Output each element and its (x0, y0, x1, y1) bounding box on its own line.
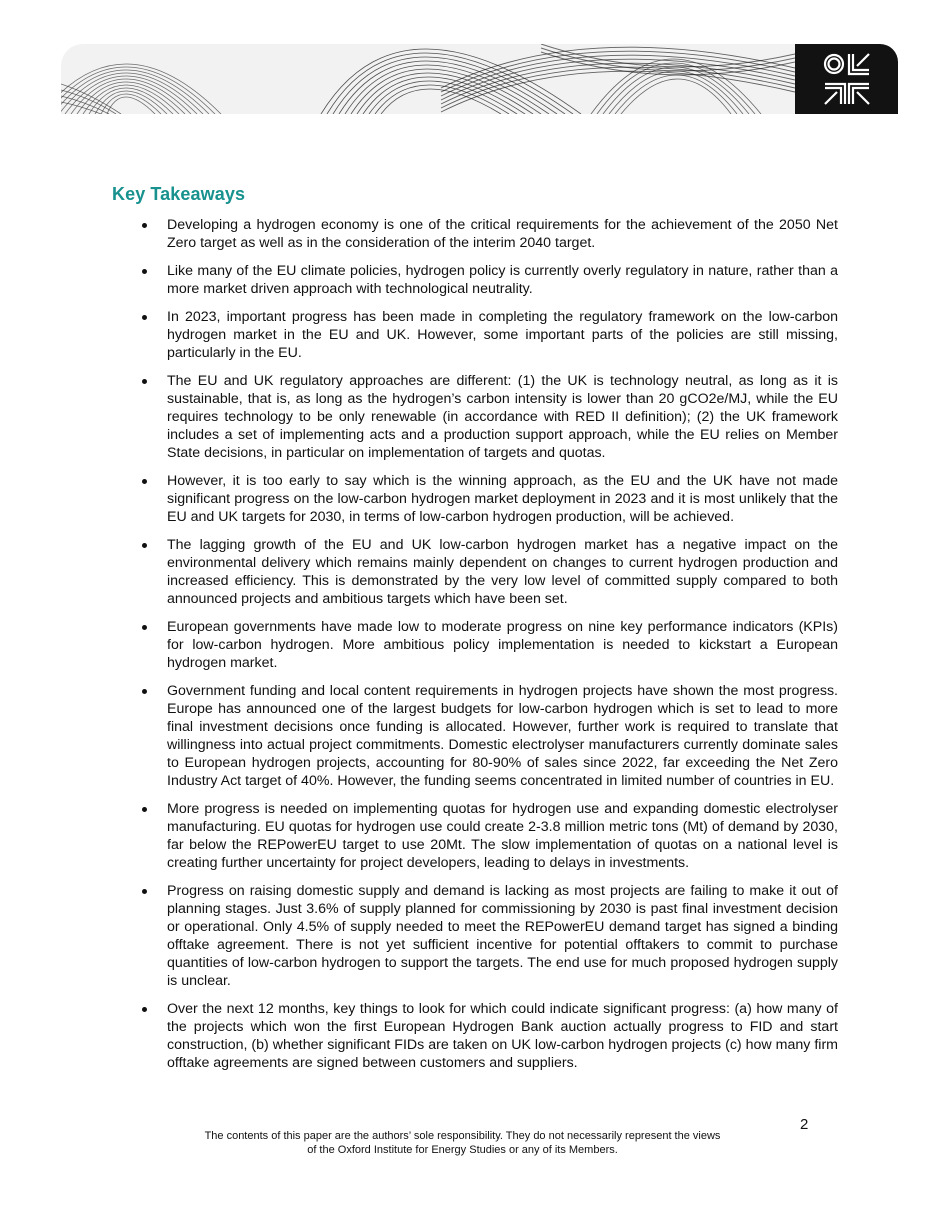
takeaway-text: In 2023, important progress has been made in completing the regulatory framework on the low-carbon hydrogen market in the EU and UK. However, some important parts of the policies are still missing, particularly in the EU. (167, 309, 838, 361)
takeaways-list (140, 216, 838, 1082)
disclaimer-line-1: The contents of this paper are the authors’ sole responsibility. They do not necessarily represent the views (204, 1130, 721, 1142)
bullet-icon (142, 1007, 147, 1012)
takeaway-text: European governments have made low to moderate progress on nine key performance indicators (KPIs) for low-carbon hydrogen. More ambitious policy implementation is needed to kickstart a European hydrogen market. (167, 619, 838, 671)
takeaway-text: Like many of the EU climate policies, hydrogen policy is currently overly regulatory in nature, rather than a more market driven approach with technological neutrality. (167, 263, 838, 297)
takeaway-item (140, 472, 838, 526)
takeaway-item (140, 308, 838, 362)
bullet-icon (142, 315, 147, 320)
takeaway-text: More progress is needed on implementing quotas for hydrogen use and expanding domestic electrolyser manufacturing. EU quotas for hydrogen use could create 2-3.8 million metric tons (Mt) of demand by 2030, far below the REPowerEU target to use 20Mt. The slow implementation of quotas on a national level is creating further uncertainty for project developers, leading to delays in investments. (167, 801, 838, 871)
takeaway-text: The lagging growth of the EU and UK low-carbon hydrogen market has a negative impact on the environmental delivery which remains mainly dependent on changes to current hydrogen production and increased efficiency. This is demonstrated by the very low level of committed supply compared to both announced projects and ambitious targets which have been set. (167, 537, 838, 607)
disclaimer-line-2: of the Oxford Institute for Energy Studies or any of its Members. (307, 1144, 618, 1156)
takeaway-text: The EU and UK regulatory approaches are different: (1) the UK is technology neutral, as long as it is sustainable, that is, as long as the hydrogen’s carbon intensity is lower than 20 gCO2e/MJ, while the EU requires technology to be only renewable (in accordance with RED II definition); (2) the UK framework includes a set of implementing acts and a production support approach, while the EU relies on Member State decisions, in particular on implementation of targets and quotas. (167, 373, 838, 461)
takeaway-item (140, 682, 838, 790)
oies-logo-icon (821, 51, 873, 107)
key-takeaways-heading: Key Takeaways (112, 184, 246, 204)
bullet-icon (142, 479, 147, 484)
takeaway-item (140, 262, 838, 298)
takeaway-item (140, 800, 838, 872)
oxford-institute-logo (795, 44, 898, 114)
header-banner (61, 44, 795, 114)
bullet-icon (142, 223, 147, 228)
takeaway-text: Over the next 12 months, key things to look for which could indicate significant progress: (a) how many of the projects which won the first European Hydrogen Bank auction actually progress to FID and start construction, (b) whether significant FIDs are taken on UK low-carbon hydrogen projects (c) how many firm offtake agreements are signed between customers and suppliers. (167, 1001, 838, 1071)
bullet-icon (142, 625, 147, 630)
wave-pattern-graphic (61, 44, 795, 114)
bullet-icon (142, 379, 147, 384)
bullet-icon (142, 269, 147, 274)
takeaway-item (140, 536, 838, 608)
takeaway-item (140, 216, 838, 252)
takeaway-item (140, 882, 838, 990)
takeaway-text: Government funding and local content requirements in hydrogen projects have shown the most progress. Europe has announced one of the largest budgets for low-carbon hydrogen which is set to lead to more final investment decisions once funding is allocated. However, further work is required to translate that willingness into actual project commitments. Domestic electrolyser manufacturers currently dominate sales to European hydrogen projects, accounting for 80-90% of sales since 2022, far exceeding the Net Zero Industry Act target of 40%. However, the funding seems concentrated in limited number of countries in EU. (167, 683, 838, 789)
bullet-icon (142, 689, 147, 694)
footer-disclaimer (130, 1129, 795, 1157)
takeaway-item (140, 1000, 838, 1072)
takeaway-text: However, it is too early to say which is the winning approach, as the EU and the UK have not made significant progress on the low-carbon hydrogen market deployment in 2023 and it is most unlikely that the EU and UK targets for 2030, in terms of low-carbon hydrogen production, will be achieved. (167, 473, 838, 525)
bullet-icon (142, 889, 147, 894)
takeaway-item (140, 618, 838, 672)
takeaway-text: Progress on raising domestic supply and demand is lacking as most projects are failing to make it out of planning stages. Just 3.6% of supply planned for commissioning by 2030 is past final investment decision or operational. Only 4.5% of supply needed to meet the REPowerEU demand target has signed a binding offtake agreement. There is not yet sufficient incentive for potential offtakers to commit to purchase quantities of low-carbon hydrogen to support the targets. The end use for much proposed hydrogen supply is unclear. (167, 883, 838, 989)
takeaway-item (140, 372, 838, 462)
bullet-icon (142, 807, 147, 812)
takeaway-text: Developing a hydrogen economy is one of the critical requirements for the achievement of the 2050 Net Zero target as well as in the consideration of the interim 2040 target. (167, 217, 838, 251)
bullet-icon (142, 543, 147, 548)
page-number: 2 (800, 1116, 809, 1133)
